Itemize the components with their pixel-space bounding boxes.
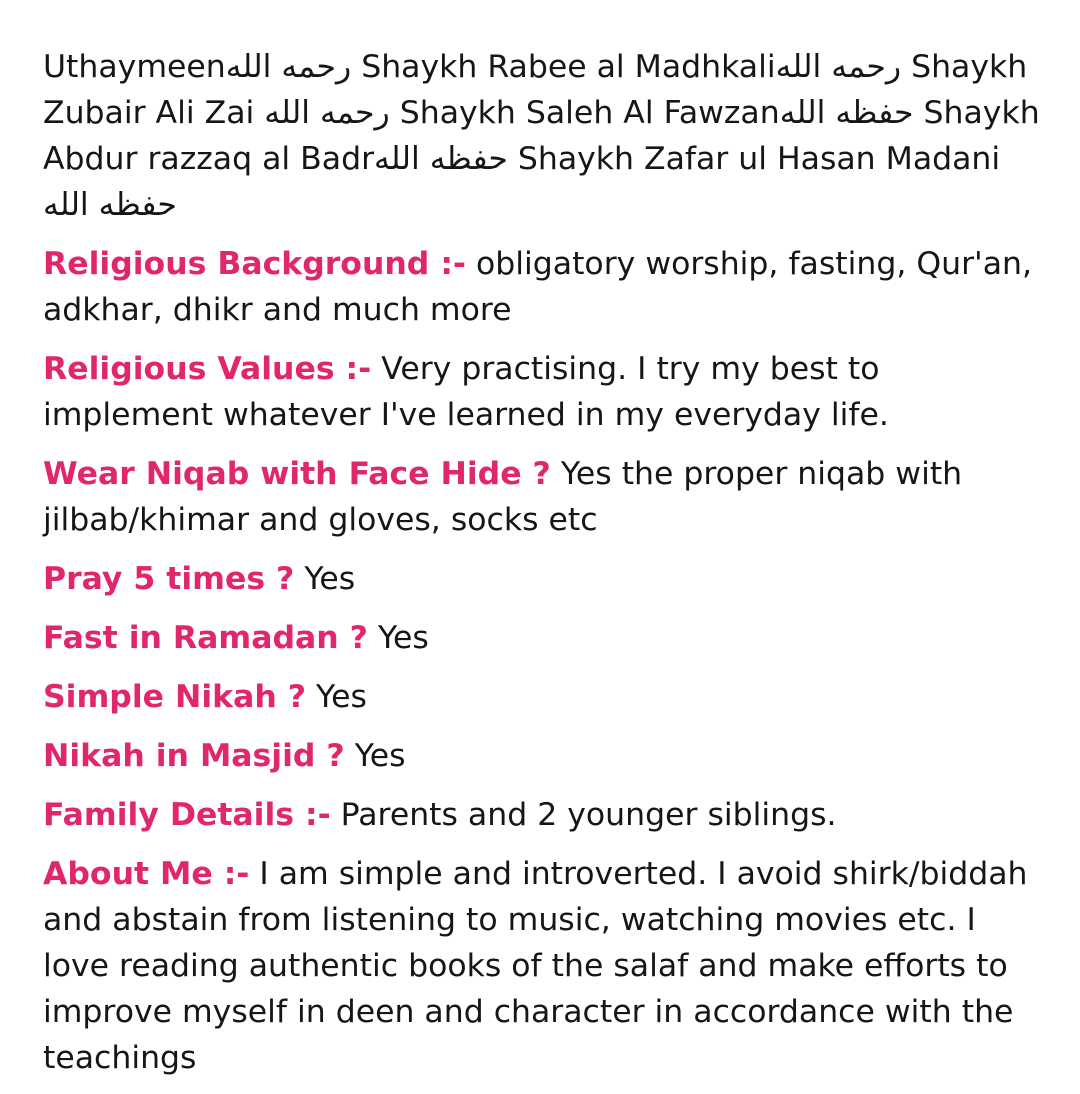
field-value: Yes the proper niqab with jilbab/khimar and gloves, socks etc [43, 456, 963, 538]
field-pray-5-times [43, 556, 1043, 602]
scholars-paragraph [43, 44, 1043, 228]
scholars-text: Uthaymeenرحمه الله Shaykh Rabee al Madhkaliرحمه الله Shaykh Zubair Ali Zai رحمه الله Shaykh Saleh Al Fawzanحفظه الله Shaykh Abdur razzaq al Badrحفظه الله Shaykh Zafar ul Hasan Madani حفظه الله [43, 49, 1040, 223]
field-simple-nikah [43, 674, 1043, 720]
field-value: I am simple and introverted. I avoid shirk/biddah and abstain from listening to music, watching movies etc. I love reading authentic books of the salaf and make efforts to improve myself in deen and character in accordance with the teachings [43, 856, 1028, 1076]
field-religious-background [43, 241, 1043, 333]
field-label: Religious Values :- [43, 351, 372, 387]
field-value: obligatory worship, fasting, Qur'an, adkhar, dhikr and much more [43, 246, 1032, 328]
field-label: Wear Niqab with Face Hide ? [43, 456, 551, 492]
field-value: Parents and 2 younger siblings. [340, 797, 837, 833]
field-value: Yes [304, 561, 356, 597]
field-about-me [43, 851, 1043, 1081]
field-label: Nikah in Masjid ? [43, 738, 345, 774]
field-value: Yes [316, 679, 367, 715]
field-value: Yes [377, 620, 429, 656]
field-label: Pray 5 times ? [43, 561, 295, 597]
field-value: Yes [354, 738, 406, 774]
field-wear-niqab [43, 451, 1043, 543]
field-label: About Me :- [43, 856, 250, 892]
field-family-details [43, 792, 1043, 838]
field-fast-in-ramadan [43, 615, 1043, 661]
field-label: Fast in Ramadan ? [43, 620, 368, 656]
field-label: Religious Background :- [43, 246, 466, 282]
field-nikah-in-masjid [43, 733, 1043, 779]
field-value: Very practising. I try my best to implement whatever I've learned in my everyday life. [43, 351, 889, 433]
profile-document [43, 44, 1043, 1094]
field-religious-values [43, 346, 1043, 438]
field-label: Simple Nikah ? [43, 679, 307, 715]
field-label: Family Details :- [43, 797, 331, 833]
